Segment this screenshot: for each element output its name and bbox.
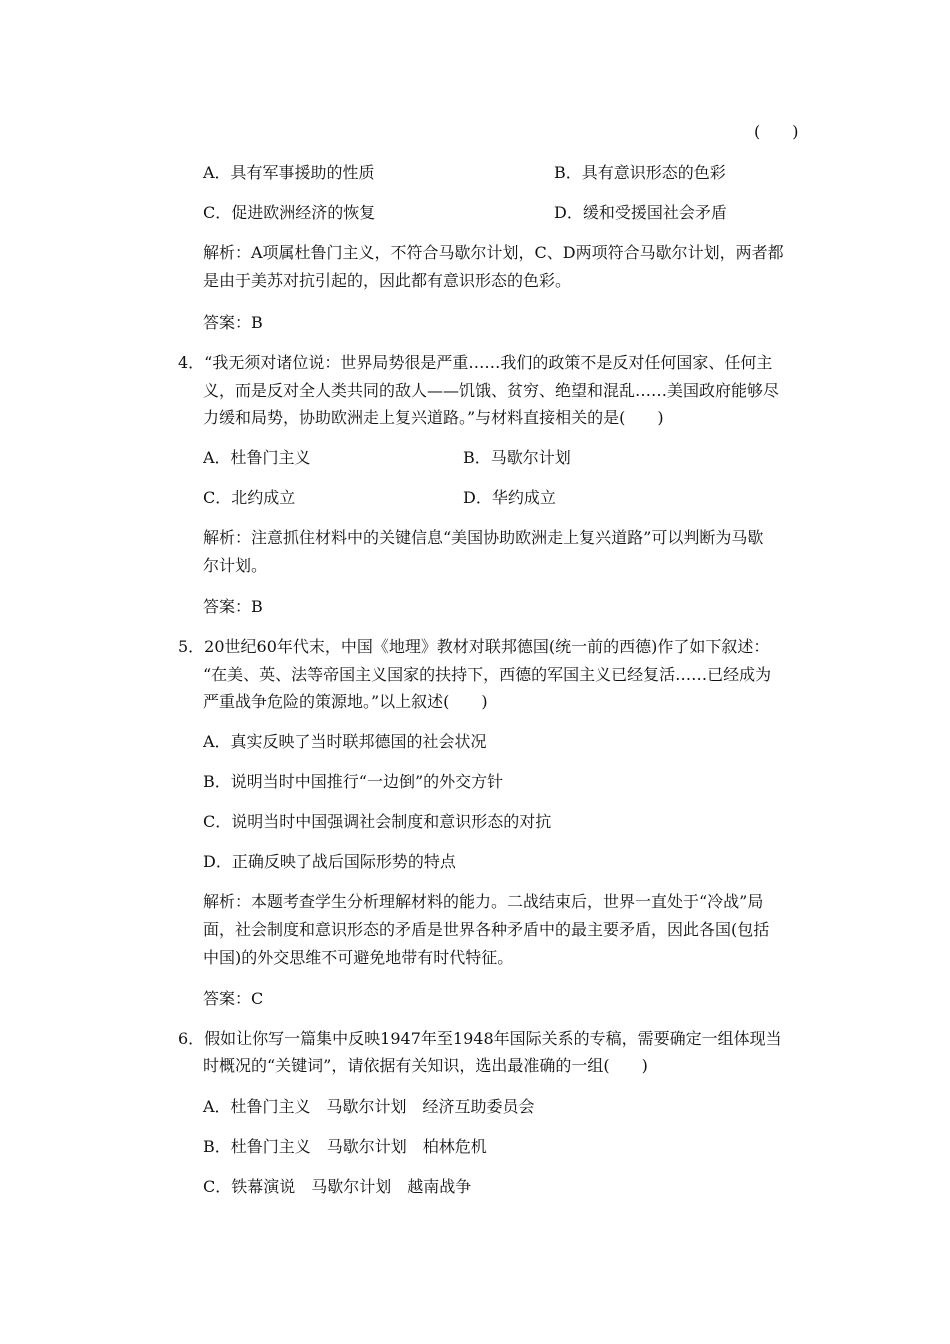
q5-analysis-line-2: 面，社会制度和意识形态的矛盾是世界各种矛盾中的最主要矛盾，因此各国(包括 (203, 920, 770, 939)
q3-option-b: B．具有意识形态的色彩 (554, 163, 726, 182)
q5-analysis-line-1: 解析：本题考查学生分析理解材料的能力。二战结束后，世界一直处于“冷战”局 (203, 892, 764, 911)
q5-option-c: C．说明当时中国强调社会制度和意识形态的对抗 (203, 812, 552, 831)
q3-analysis-line-2: 是由于美苏对抗引起的，因此都有意识形态的色彩。 (203, 271, 572, 290)
q6-option-c: C．铁幕演说 马歇尔计划 越南战争 (203, 1177, 472, 1196)
q6-stem-line-2: 时概况的“关键词”，请依据有关知识，选出最准确的一组( ) (203, 1056, 648, 1075)
q5-option-b: B．说明当时中国推行“一边倒”的外交方针 (203, 772, 504, 791)
q4-option-b: B．马歇尔计划 (463, 448, 571, 467)
q3-option-c: C．促进欧洲经济的恢复 (203, 203, 376, 222)
q5-option-a: A．真实反映了当时联邦德国的社会状况 (203, 732, 487, 751)
q5-answer: 答案：C (203, 989, 264, 1008)
q5-stem-line-1: 5．20世纪60年代末，中国《地理》教材对联邦德国(统一前的西德)作了如下叙述： (178, 637, 770, 656)
q3-analysis-line-1: 解析：A项属杜鲁门主义，不符合马歇尔计划，C、D两项符合马歇尔计划，两者都 (203, 243, 784, 262)
q3-answer-paren: ( ) (754, 122, 799, 141)
q4-option-d: D．华约成立 (463, 488, 556, 507)
q5-stem-line-2: “在美、英、法等帝国主义国家的扶持下，西德的军国主义已经复活……已经成为 (203, 665, 772, 684)
q4-stem-line-3: 力缓和局势，协助欧洲走上复兴道路。”与材料直接相关的是( ) (203, 408, 664, 427)
q4-analysis-line-2: 尔计划。 (203, 556, 268, 575)
q4-option-c: C．北约成立 (203, 488, 296, 507)
q5-option-d: D．正确反映了战后国际形势的特点 (203, 852, 456, 871)
q4-stem-line-2: 义，而是反对全人类共同的敌人——饥饿、贫穷、绝望和混乱……美国政府能够尽 (203, 381, 780, 400)
q6-option-b: B．杜鲁门主义 马歇尔计划 柏林危机 (203, 1137, 487, 1156)
q4-option-a: A．杜鲁门主义 (203, 448, 311, 467)
q4-stem-line-1: 4．“我无须对诸位说：世界局势很是严重……我们的政策不是反对任何国家、任何主 (178, 353, 773, 372)
q4-answer: 答案：B (203, 597, 263, 616)
q6-stem-line-1: 6．假如让你写一篇集中反映1947年至1948年国际关系的专稿，需要确定一组体现当 (178, 1029, 782, 1048)
q6-option-a: A．杜鲁门主义 马歇尔计划 经济互助委员会 (203, 1097, 535, 1116)
q3-option-d: D．缓和受援国社会矛盾 (554, 203, 727, 222)
q5-analysis-line-3: 中国)的外交思维不可避免地带有时代特征。 (203, 948, 514, 967)
q5-stem-line-3: 严重战争危险的策源地。”以上叙述( ) (203, 692, 488, 711)
q3-option-a: A．具有军事援助的性质 (203, 163, 375, 182)
q3-answer: 答案：B (203, 313, 263, 332)
q4-analysis-line-1: 解析：注意抓住材料中的关键信息“美国协助欧洲走上复兴道路”可以判断为马歇 (203, 528, 764, 547)
